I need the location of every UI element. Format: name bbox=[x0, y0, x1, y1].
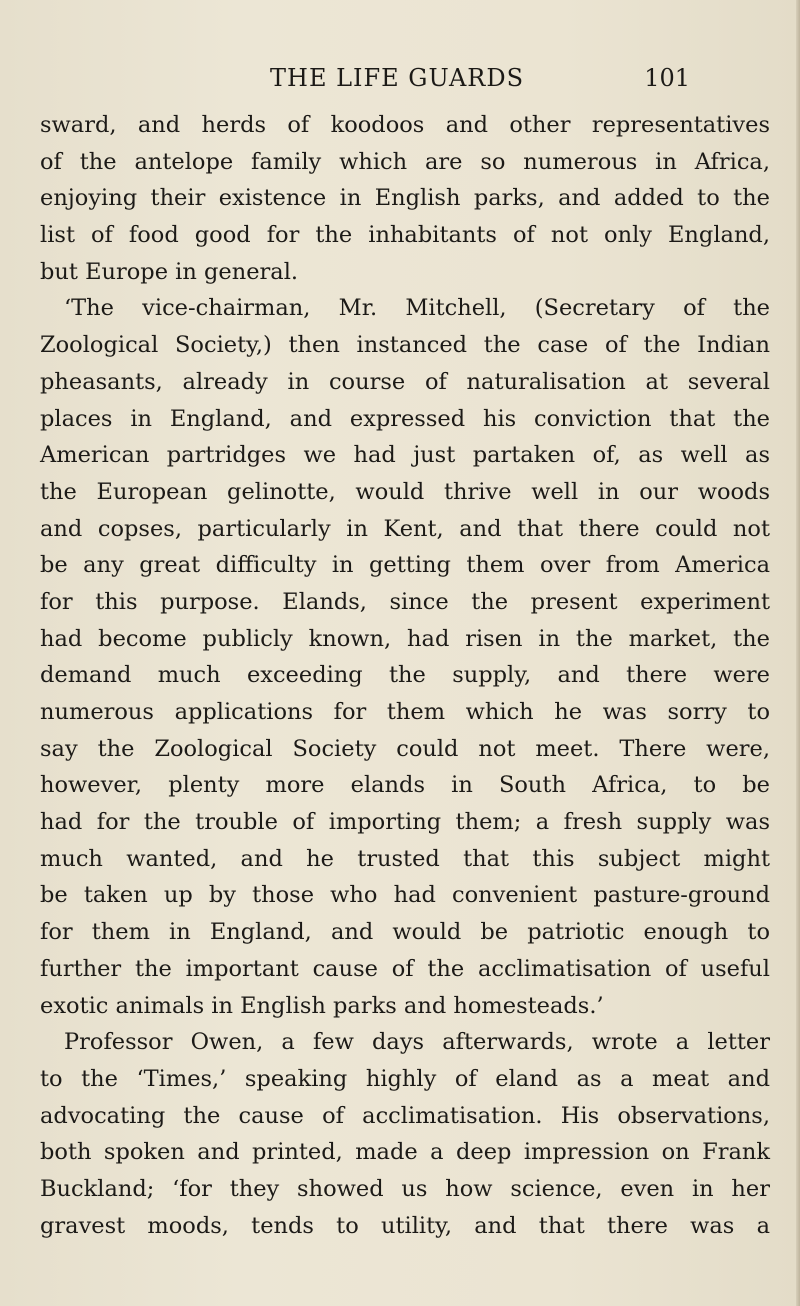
page-number: 101 bbox=[644, 64, 690, 92]
text-line: Zoological Society,) then instanced the case of the Indian bbox=[40, 332, 770, 359]
text-line: both spoken and printed, made a deep impression on Frank bbox=[40, 1139, 770, 1166]
text-line: of the antelope family which are so numerous in Africa, bbox=[40, 148, 770, 175]
text-line: places in England, and expressed his conviction that the bbox=[40, 405, 770, 432]
running-title: THE LIFE GUARDS bbox=[270, 64, 525, 92]
text-line: ‘The vice-chairman, Mr. Mitchell, (Secretary of the bbox=[64, 295, 770, 322]
text-line: for them in England, and would be patriotic enough to bbox=[40, 919, 770, 946]
text-line: advocating the cause of acclimatisation. His observations, bbox=[40, 1102, 770, 1129]
text-line: much wanted, and he trusted that this subject might bbox=[40, 845, 770, 872]
text-line: further the important cause of the acclimatisation of useful bbox=[40, 955, 770, 982]
text-line: had become publicly known, had risen in the market, the bbox=[40, 625, 770, 652]
page-edge bbox=[796, 0, 800, 1306]
page-header bbox=[40, 64, 760, 104]
text-line: be any great difficulty in getting them over from America bbox=[40, 552, 770, 579]
text-line: say the Zoological Society could not meet. There were, bbox=[40, 735, 770, 762]
text-line: list of food good for the inhabitants of not only England, bbox=[40, 222, 770, 249]
text-line: numerous applications for them which he was sorry to bbox=[40, 699, 770, 725]
text-line: for this purpose. Elands, since the present experiment bbox=[40, 588, 770, 615]
text-line: pheasants, already in course of naturalisation at several bbox=[40, 368, 770, 395]
text-line: Professor Owen, a few days afterwards, wrote a letter bbox=[64, 1029, 770, 1056]
text-line: the European gelinotte, would thrive well in our woods bbox=[40, 478, 770, 505]
text-line: gravest moods, tends to utility, and that there was a bbox=[40, 1212, 770, 1239]
text-line: be taken up by those who had convenient pasture-ground bbox=[40, 882, 770, 909]
text-line: but Europe in general. bbox=[40, 258, 299, 285]
text-line: American partridges we had just partaken of, as well as bbox=[40, 442, 770, 469]
text-line: Buckland; ‘for they showed us how science, even in her bbox=[40, 1175, 770, 1202]
text-line: enjoying their existence in English parks, and added to the bbox=[40, 185, 770, 212]
text-line: and copses, particularly in Kent, and that there could not bbox=[40, 515, 770, 542]
text-line: sward, and herds of koodoos and other representatives bbox=[40, 112, 770, 138]
text-line: exotic animals in English parks and homesteads.’ bbox=[40, 992, 604, 1019]
body-text bbox=[40, 107, 770, 1244]
text-line: to the ‘Times,’ speaking highly of eland as a meat and bbox=[40, 1065, 770, 1092]
text-line: had for the trouble of importing them; a fresh supply was bbox=[40, 809, 770, 836]
text-line: demand much exceeding the supply, and there were bbox=[40, 662, 770, 689]
text-line: however, plenty more elands in South Africa, to be bbox=[40, 772, 770, 799]
